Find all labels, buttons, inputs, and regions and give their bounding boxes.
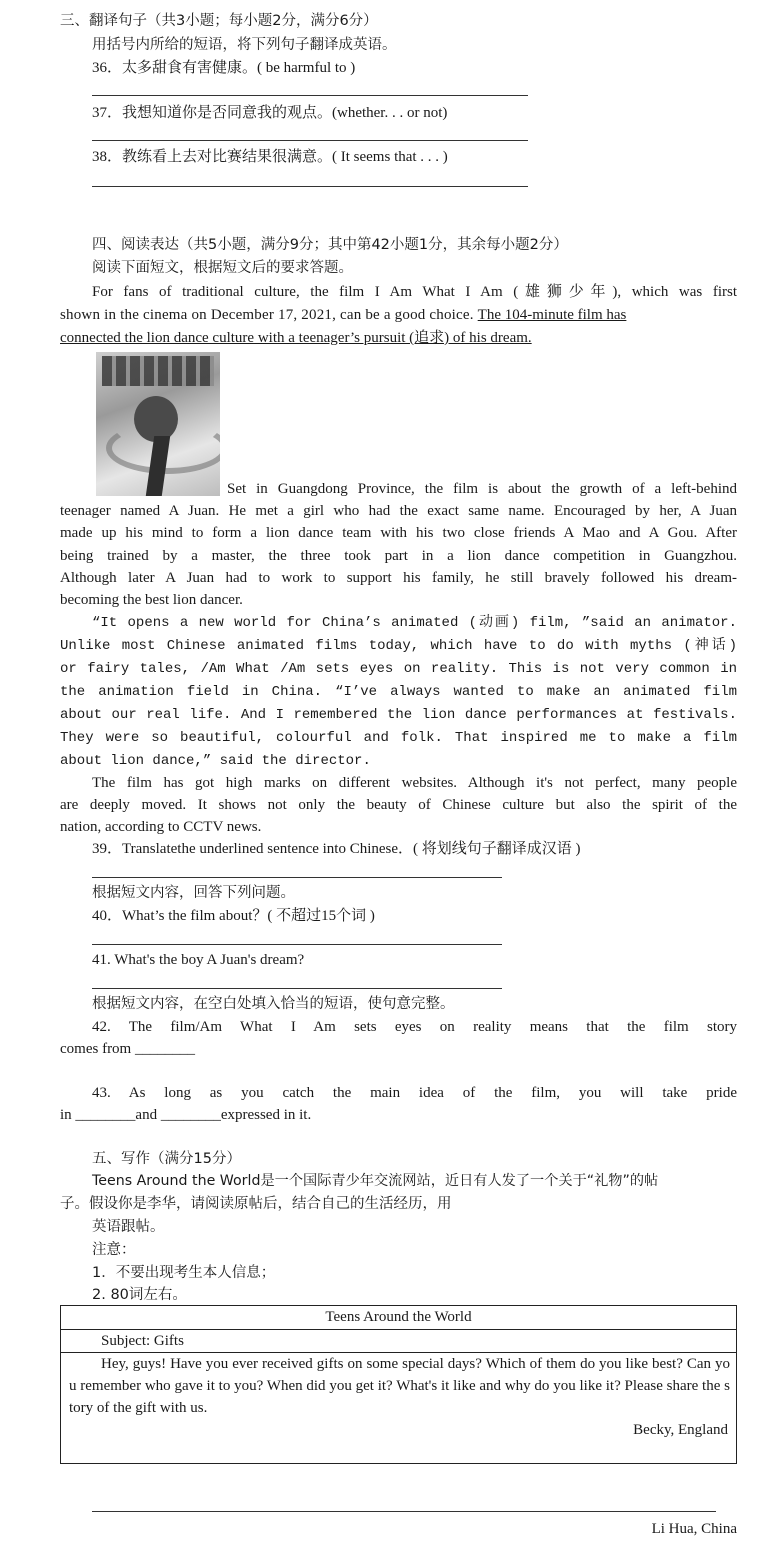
passage-p2-line2: teenager named A Juan. He met a girl who had the exact same name. Encouraged by her, A Juan <box>60 503 737 519</box>
part5-line1: Teens Around the World是一个国际青少年交流网站，近日有人发了一个关于“礼物”的帖 <box>92 1173 659 1189</box>
passage-p2-line6: becoming the best lion dancer. <box>60 592 243 608</box>
passage-p3-line6: They were so beautiful, colourful and folk. That inspired me to make a film <box>60 730 737 746</box>
part4-instruction-3: 根据短文内容，在空白处填入恰当的短语，使句意完整。 <box>92 996 455 1012</box>
passage-p4-line2: are deeply moved. It shows not only the beauty of Chinese culture but also the spirit of the <box>60 797 737 813</box>
passage-p3-line5: about our real life. And I remembered the lion dance performances at festivals. <box>60 707 737 723</box>
part4-instruction: 阅读下面短文，根据短文后的要求答题。 <box>92 260 353 276</box>
forum-subject-row <box>61 1330 736 1353</box>
part5-note-2: 2. 80词左右。 <box>92 1287 187 1303</box>
passage-p2-line1: Set in Guangdong Province, the film is about the growth of a left-behind <box>227 481 737 497</box>
part5-line3: 英语跟帖。 <box>92 1219 165 1235</box>
part5-line2: 子。假设你是李华，请阅读原帖后，结合自己的生活经历，用 <box>60 1196 452 1212</box>
underlined-sentence: The 104-minute film has <box>477 307 627 323</box>
passage-p4-line3: nation, according to CCTV news. <box>60 819 262 835</box>
question-43-line2: in ________and ________expressed in it. <box>60 1107 312 1123</box>
question-40: 40．What’s the film about？( 不超过15个词 ) <box>92 908 375 924</box>
question-42-line2: comes from ________ <box>60 1041 195 1057</box>
part3-heading: 三、翻译句子（共3小题；每小题2分，满分6分） <box>60 13 378 29</box>
passage-p3-line1: “It opens a new world for China’s animated (动画) film, ”said an animator. <box>92 615 737 631</box>
passage-p2-line5: Although later A Juan had to work to support his family, he still bravely followed his dream- <box>60 570 737 586</box>
question-39: 39．Translatethe underlined sentence into Chinese．( 将划线句子翻译成汉语 ) <box>92 841 581 857</box>
passage-p1-line2: shown in the cinema on December 17, 2021, can be a good choice. The 104-minute film has <box>60 307 627 323</box>
reply-signature: Li Hua, China <box>651 1521 737 1537</box>
writing-answer-line[interactable] <box>92 1511 716 1512</box>
part3-instruction: 用括号内所给的短语，将下列句子翻译成英语。 <box>92 37 397 53</box>
answer-line-38[interactable] <box>92 186 528 187</box>
answer-line-39[interactable] <box>92 877 502 878</box>
passage-p3-line4: the animation field in China. “I’ve always wanted to make an animated film <box>60 684 737 700</box>
passage-p4-line1: The film has got high marks on different websites. Although it's not perfect, many people <box>92 775 737 791</box>
answer-line-36[interactable] <box>92 95 528 96</box>
answer-line-41[interactable] <box>92 988 502 989</box>
passage-p1-line3: connected the lion dance culture with a teenager’s pursuit (追求) of his dream. <box>60 330 532 346</box>
answer-line-37[interactable] <box>92 140 528 141</box>
passage-p1-line1: For fans of traditional culture, the film I Am What I Am (雄狮少年), which was first <box>92 284 737 300</box>
part5-heading: 五、写作（满分15分） <box>92 1151 241 1167</box>
forum-post-signature: Becky, England <box>633 1422 728 1438</box>
passage-p3-line2: Unlike most Chinese animated films today, which have to do with myths (神话) <box>60 638 737 654</box>
forum-subject: Subject: Gifts <box>101 1333 184 1349</box>
part4-heading: 四、阅读表达（共5小题，满分9分；其中第42小题1分，其余每小题2分） <box>92 237 568 253</box>
passage-p3-line7: about lion dance,” said the director. <box>60 753 371 769</box>
question-42-line1: 42. The film/Am What I Am sets eyes on reality means that the film story <box>92 1019 737 1035</box>
passage-p3-line3: or fairy tales, /Am What /Am sets eyes on reality. This is not very common in <box>60 661 737 677</box>
question-37: 37．我想知道你是否同意我的观点。(whether. . . or not) <box>92 105 448 121</box>
part5-note-1: 1．不要出现考生本人信息； <box>92 1265 276 1281</box>
part4-instruction-2: 根据短文内容，回答下列问题。 <box>92 885 295 901</box>
passage-p2-line3: made up his mind to form a lion dance team with his two close friends A Mao and A Gou. After <box>60 525 737 541</box>
passage-p2-line4: being trained by a master, the three took part in a lion dance competition in Guangzhou. <box>60 548 737 564</box>
film-poster-image <box>96 352 220 496</box>
forum-post-table <box>60 1305 737 1464</box>
question-38: 38．教练看上去对比赛结果很满意。( It seems that . . . ) <box>92 149 448 165</box>
forum-title: Teens Around the World <box>61 1306 736 1330</box>
question-43-line1: 43. As long as you catch the main idea of the film, you will take pride <box>92 1085 737 1101</box>
part5-note: 注意： <box>92 1242 136 1258</box>
question-41: 41. What's the boy A Juan's dream? <box>92 952 305 968</box>
poster-title-art <box>102 356 214 386</box>
forum-post-body: Hey, guys! Have you ever received gifts on some special days? Which of them do you like best? Can you remember who gave it to you? When did you get it? What's it like and why do you like it? Please share the story of the gift with us. <box>69 1356 730 1416</box>
answer-line-40[interactable] <box>92 944 502 945</box>
question-36: 36．太多甜食有害健康。( be harmful to ) <box>92 60 356 76</box>
